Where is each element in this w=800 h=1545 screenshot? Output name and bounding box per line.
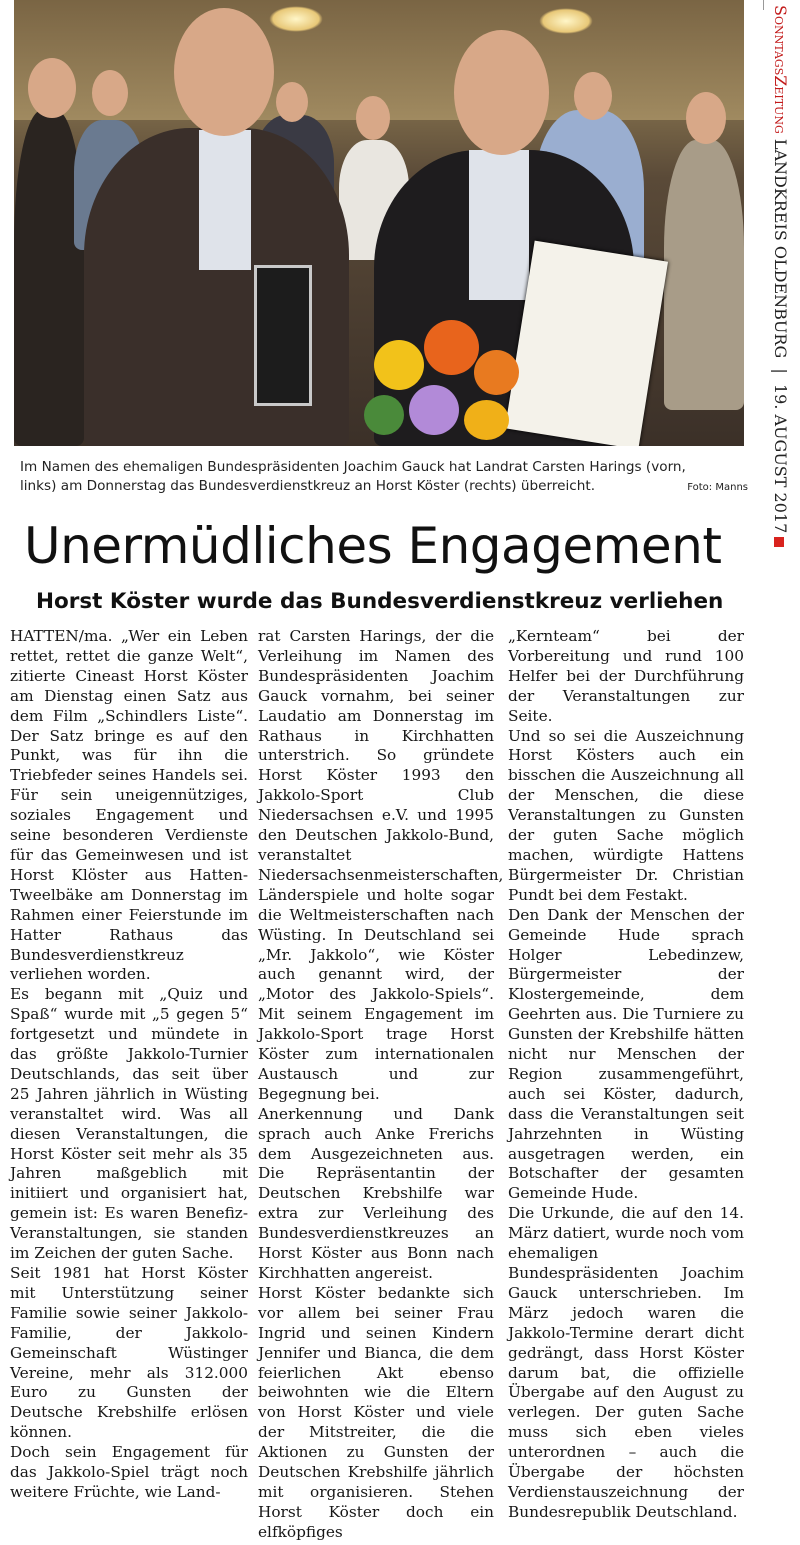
ceiling-lamp-icon — [269, 6, 323, 32]
publication-name: SonntagsZeitung — [771, 5, 790, 134]
publication-sidebar — [752, 0, 794, 720]
flower-icon — [424, 320, 479, 375]
landrat-shirt — [199, 130, 251, 270]
flower-icon — [374, 340, 424, 390]
publication-region: LANDKREIS OLDENBURG — [771, 138, 790, 359]
guest-head — [276, 82, 308, 122]
paragraph: „Kernteam“ bei der Vorbereitung und rund 100 Helfer bei der Durchführung der Veranstaltungen zur Seite. — [508, 627, 744, 725]
medal-case — [254, 265, 312, 406]
certificate — [505, 241, 668, 446]
caption-line-1: Im Namen des ehemaligen Bundespräsidenten Joachim Gauck hat Landrat Carsten Harings (vorn, — [20, 459, 686, 475]
guest-head — [686, 92, 726, 144]
paragraph: HATTEN/ma. „Wer ein Leben rettet, rettet die ganze Welt“, zitierte Cineast Horst Köster am Dienstag einen Satz aus dem Film „Schindlers Liste“. Der Satz bringe es auf den Punkt, was für ihn die Triebfeder seines Handels sei. Für sein uneigennütziges, soziales Engagement und seine besonderen Verdienste für das Gemeinwesen und ist Horst Klöster aus Hatten-Tweelbäke am Donnerstag im Rahmen einer Feierstunde im Hatter Rathaus das Bundesverdienstkreuz verliehen worden. — [10, 627, 248, 984]
honoree-head — [454, 30, 549, 155]
photo-credit: Foto: Manns — [687, 482, 748, 493]
paragraph: Horst Köster bedankte sich vor allem bei seiner Frau Ingrid und seinen Kindern Jennifer und Bianca, die dem feierlichen Akt ebenso beiwohnten wie die Eltern von Horst Köster und viele der Mitstreiter, die die Aktionen zu Gunsten der Deutschen Krebshilfe jährlich mit organisieren. Stehen Horst Köster doch ein elfköpfiges — [258, 1283, 494, 1541]
article-column-3 — [508, 627, 744, 1523]
honoree-shirt — [469, 150, 529, 300]
article-column-2 — [258, 627, 504, 1543]
flower-icon — [474, 350, 519, 395]
headline: Unermüdliches Engagement — [24, 517, 722, 575]
paragraph: Seit 1981 hat Horst Köster mit Unterstützung seiner Familie sowie seiner Jakkolo-Familie, der Jakkolo-Gemeinschaft Wüstinger Vereine, mehr als 312.000 Euro zu Gunsten der Deutsche Krebshilfe erlösen können. — [10, 1264, 248, 1442]
paragraph: Es begann mit „Quiz und Spaß“ wurde mit „5 gegen 5“ fortgesetzt und mündete in das größte Jakkolo-Turnier Deutschlands, das seit über 25 Jahren jährlich in Wüsting veranstaltet wird. Was all diesen Veranstaltungen, die Horst Köster seit mehr als 35 Jahren maßgeblich mit initiiert und organisiert hat, gemein ist: Es waren Benefiz-Veranstaltungen, sie standen im Zeichen der guten Sache. — [10, 985, 248, 1263]
sidebar-text: SonntagsZeitung LANDKREIS OLDENBURG | 19. AUGUST 2017 — [765, 5, 795, 705]
subheadline: Horst Köster wurde das Bundesverdienstkreuz verliehen — [36, 589, 724, 614]
article-photo — [14, 0, 744, 446]
flower-bouquet — [364, 310, 529, 445]
red-square-icon — [775, 537, 785, 547]
flower-icon — [409, 385, 459, 435]
photo-caption — [20, 458, 748, 497]
paragraph: Die Urkunde, die auf den 14. März datiert, wurde noch vom ehemaligen Bundespräsidenten Joachim Gauck unterschrieben. Im März jedoch waren die Jakkolo-Termine derart dicht gedrängt, dass Horst Köster darum bat, die offizielle Übergabe auf den August zu verlegen. Der guten Sache muss sich eben vieles unterordnen – auch die Übergabe der höchsten Verdienstauszeichnung der Bundesrepublik Deutschland. — [508, 1204, 744, 1521]
paragraph: Und so sei die Auszeichnung Horst Kösters auch ein bisschen die Auszeichnung all der Menschen, die diese Veranstaltungen zu Gunsten der guten Sache möglich machen, würdigte Hattens Bürgermeister Dr. Christian Pundt bei dem Festakt. — [508, 726, 744, 904]
paragraph: Den Dank der Menschen der Gemeinde Hude sprach Holger Lebedinzew, Bürgermeister der Klostergemeinde, dem Geehrten aus. Die Turniere zu Gunsten der Krebshilfe hätten nicht nur Menschen der Region zusammengeführt, auch sei Köster, dadurch, dass die Veranstaltungen seit Jahrzehnten in Wüsting ausgetragen werden, ein Botschafter der gesamten Gemeinde Hude. — [508, 905, 744, 1203]
paragraph: Anerkennung und Dank sprach auch Anke Frerichs dem Ausgezeichneten aus. Die Repräsentantin der Deutschen Krebshilfe war extra zur Verleihung des Bundesverdienstkreuzes an Horst Köster aus Bonn nach Kirchhatten angereist. — [258, 1104, 494, 1282]
guest-figure — [664, 140, 744, 410]
guest-head — [356, 96, 390, 140]
guest-figure — [14, 110, 84, 446]
landrat-head — [174, 8, 274, 136]
guest-head — [574, 72, 612, 120]
guest-head — [92, 70, 128, 116]
guest-head — [28, 58, 76, 118]
paragraph: Doch sein Engagement für das Jakkolo-Spiel trägt noch weitere Früchte, wie Land- — [10, 1443, 248, 1501]
sidebar-rule — [763, 0, 764, 10]
paragraph: rat Carsten Harings, der die Verleihung im Namen des Bundespräsidenten Joachim Gauck vornahm, bei seiner Laudatio am Donnerstag im Rathaus in Kirchhatten unterstrich. So gründete Horst Köster 1993 den Jakkolo-Sport Club Niedersachsen e.V. und 1995 den Deutschen Jakkolo-Bund, veranstaltet Niedersachsenmeisterschaften, Länderspiele und holte sogar die Weltmeisterschaften nach Wüsting. In Deutschland sei „Mr. Jakkolo“, wie Köster auch genannt wird, der „Motor des Jakkolo-Spiels“. Mit seinem Engagement im Jakkolo-Sport trage Horst Köster zum internationalen Austausch und zur Begegnung bei. — [258, 627, 504, 1103]
article-column-1 — [10, 627, 248, 1503]
flower-icon — [464, 400, 509, 440]
caption-line-2: links) am Donnerstag das Bundesverdienstkreuz an Horst Köster (rechts) überreicht. — [20, 478, 596, 494]
publication-date: 19. AUGUST 2017 — [771, 383, 790, 534]
ceiling-lamp-icon — [539, 8, 593, 34]
flower-icon — [364, 395, 404, 435]
